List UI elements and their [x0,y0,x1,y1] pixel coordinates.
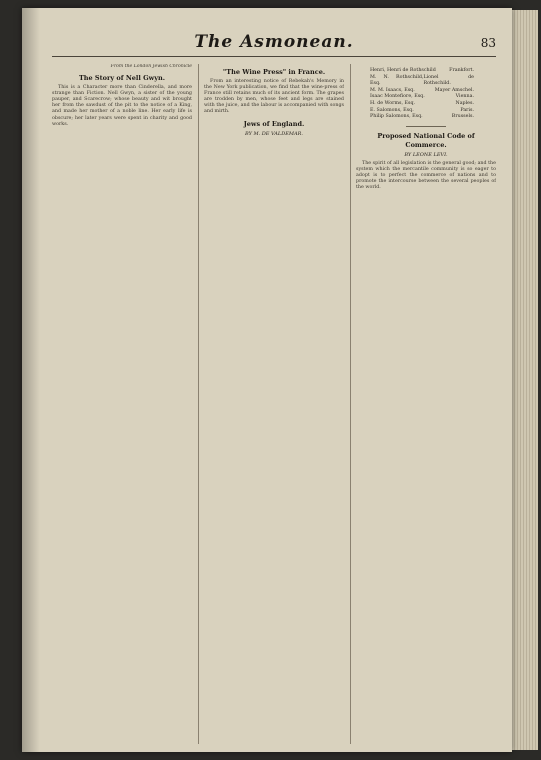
binding-gutter [22,8,40,752]
article-opening: The spirit of all legislation is the general good; and the system which the mercantile community is so eager to adopt is to perfect the commerce of nations and to promote the intercourse between the several peoples of the world. [356,160,496,191]
article-body [204,79,344,116]
list-item: Isaac Montefiore, Esq. Vienna. [370,94,474,100]
list-item: M. M. Isaacs, Esq. Mayer Amschel. [370,87,474,93]
list-item: Henri, Henri de Rothschild Frankfort. [370,68,474,73]
book-page [22,8,512,752]
article-heading-national-code: Proposed National Code of Commerce. [377,131,475,149]
article-heading-wine-press: "The Wine Press" in France. [222,68,326,76]
article-byline: BY M. DE VALDEMAR. [245,130,303,137]
list-item: Philip Salomons, Esq. Brussels. [370,114,474,120]
source-attribution: From the London Jewish Chronicle [110,64,192,69]
article-heading-jews-of-england: Jews of England. [243,119,305,128]
article-opening: This is a Character more than Cinderella, and more strange than Fiction. Nell Gwyn, a sister of the young pauper, and Scarecrow; whose beauty and wit brought her from the sawdust of the pit to the notice of a King, and made her mother of a noble line. Her early life is obscure; her later years were spent in charity and good works. [52,85,192,127]
article-byline: BY LEONE LEVI. [404,151,448,158]
column-middle [204,64,344,744]
name-list [370,68,496,121]
page-title: The Asmonean. [194,32,354,52]
page-number: 83 [480,36,496,50]
section-divider [406,126,446,127]
list-item: M. N. Rothschild, Esq. Lionel de Rothschild. [370,74,474,87]
list-item: E. Salomons, Esq. Paris. [370,107,474,113]
article-opening: From an interesting notice of Rebekah's Memory in the New York publication, we find that the wine-press of France still retains much of its ancient form. The grapes are trodden by men, whose feet and legs are stained with the juice, and the labour is accompanied with songs and mirth. [204,79,344,115]
article-body [52,85,192,128]
article-heading-nell-gwyn: The Story of Nell Gwyn. [78,74,166,83]
column-rule [198,64,199,744]
list-item: H. de Worms, Esq. Naples. [370,100,474,106]
page-edge-stack [512,10,538,750]
text-columns [52,64,496,744]
article-body [356,161,496,191]
column-rule [350,64,351,744]
column-right [356,64,496,744]
running-header [52,30,496,57]
column-left [52,64,192,744]
